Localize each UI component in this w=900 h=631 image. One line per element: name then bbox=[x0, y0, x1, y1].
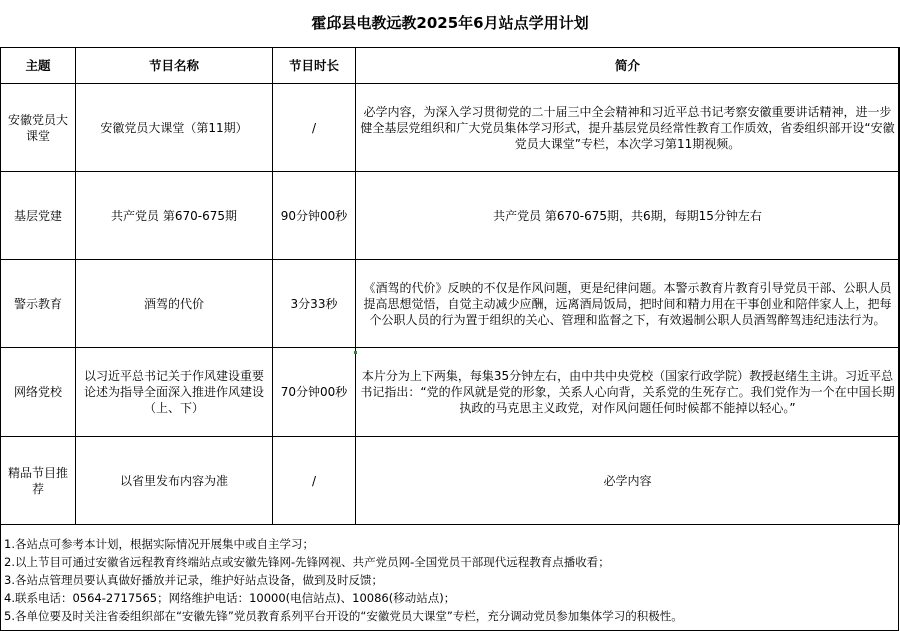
cell-intro: 《酒驾的代价》反映的不仅是作风问题，更是纪律问题。本警示教育片教育引导党员干部、公职人员提高思想觉悟，自觉主动减少应酬，远离酒局饭局，把时间和精力用在干事创业和陪伴家人上，把每个公职人员的行为置于组织的关心、管理和监督之下，有效遏制公职人员酒驾醉驾违纪违法行为。 bbox=[356, 260, 900, 348]
border-right bbox=[898, 47, 899, 631]
table-row bbox=[1, 437, 900, 525]
table-header-row bbox=[1, 48, 900, 84]
cell-theme: 精品节目推荐 bbox=[1, 437, 76, 525]
cell-program: 以省里发布内容为准 bbox=[76, 437, 273, 525]
cell-theme: 网络党校 bbox=[1, 348, 76, 437]
note-line: 3.各站点管理员要认真做好播放并记录，维护好站点设备，做到及时反馈； bbox=[4, 573, 383, 587]
header-intro: 简介 bbox=[356, 48, 900, 84]
cell-intro: 必学内容，为深入学习贯彻党的二十届三中全会精神和习近平总书记考察安徽重要讲话精神，进一步健全基层党组织和广大党员集体学习形式，提升基层党员经常性教育工作质效，省委组织部开设“安徽党员大课堂”专栏，本次学习第11期视频。 bbox=[356, 84, 900, 172]
cell-comment-marker bbox=[354, 351, 357, 354]
page-title: 霍邱县电教远教2025年6月站点学用计划 bbox=[311, 14, 589, 32]
table-row bbox=[1, 84, 900, 172]
header-program: 节目名称 bbox=[76, 48, 273, 84]
cell-theme: 安徽党员大课堂 bbox=[1, 84, 76, 172]
cell-duration: 70分钟00秒 bbox=[273, 348, 356, 437]
study-plan-table bbox=[0, 47, 900, 525]
table-row bbox=[1, 172, 900, 260]
note-line: 2.以上节目可通过安徽省远程教育终端站点或安徽先锋网-先锋网视、共产党员网-全国党员干部现代远程教育点播收看； bbox=[4, 555, 610, 569]
border-left bbox=[0, 47, 1, 631]
cell-theme: 基层党建 bbox=[1, 172, 76, 260]
table-row bbox=[1, 260, 900, 348]
cell-theme: 警示教育 bbox=[1, 260, 76, 348]
note-line: 4.联系电话：0564-2717565；网络维护电话：10000(电信站点)、10086(移动站点)； bbox=[4, 591, 456, 605]
cell-duration: / bbox=[273, 84, 356, 172]
header-duration: 节目时长 bbox=[273, 48, 356, 84]
cell-program: 安徽党员大课堂（第11期） bbox=[76, 84, 273, 172]
cell-program: 酒驾的代价 bbox=[76, 260, 273, 348]
cell-program: 共产党员 第670-675期 bbox=[76, 172, 273, 260]
notes-section bbox=[4, 535, 898, 625]
cell-program: 以习近平总书记关于作风建设重要论述为指导全面深入推进作风建设（上、下） bbox=[76, 348, 273, 437]
cell-duration: 90分钟00秒 bbox=[273, 172, 356, 260]
note-line: 5.各单位要及时关注省委组织部在“安徽先锋”党员教育系列平台开设的“安徽党员大课堂”专栏，充分调动党员参加集体学习的积极性。 bbox=[4, 609, 683, 623]
cell-intro: 必学内容 bbox=[356, 437, 900, 525]
table-row bbox=[1, 348, 900, 437]
cell-duration: 3分33秒 bbox=[273, 260, 356, 348]
cell-duration: / bbox=[273, 437, 356, 525]
cell-intro: 共产党员 第670-675期，共6期，每期15分钟左右 bbox=[356, 172, 900, 260]
note-line: 1.各站点可参考本计划，根据实际情况开展集中或自主学习； bbox=[4, 537, 314, 551]
cell-intro: 本片分为上下两集，每集35分钟左右，由中共中央党校（国家行政学院）教授赵绪生主讲。习近平总书记指出：“党的作风就是党的形象，关系人心向背，关系党的生死存亡。我们党作为一个在中国长期执政的马克思主义政党，对作风问题任何时候都不能掉以轻心。” bbox=[356, 348, 900, 437]
header-theme: 主题 bbox=[1, 48, 76, 84]
